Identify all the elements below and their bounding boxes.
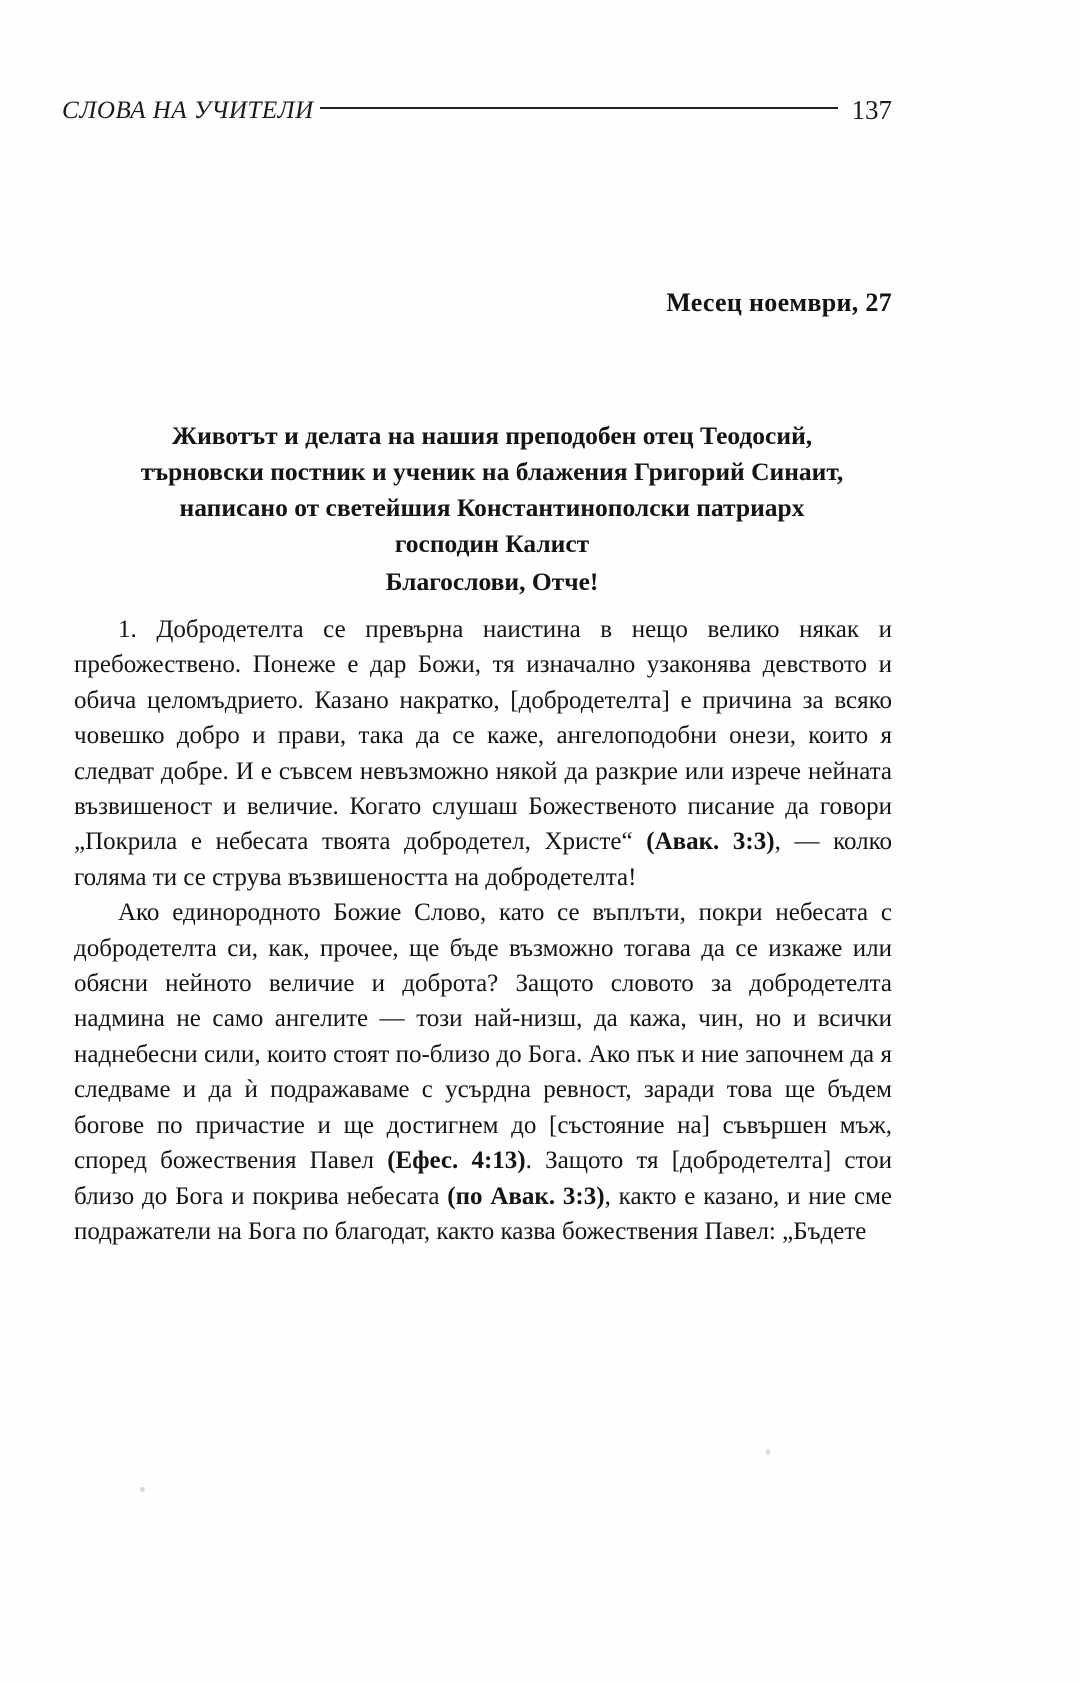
section-title-line-1: Животът и делата на нашия преподобен отец Теодосий, bbox=[171, 421, 813, 450]
section-title-line-3: написано от светейшия Константинополски патриарх bbox=[179, 493, 805, 522]
running-head-title: СЛОВА НА УЧИТЕЛИ bbox=[62, 96, 314, 124]
scripture-reference-3: (по Авак. 3:3) bbox=[447, 1182, 605, 1210]
paragraph-1-text-b: , — колко голяма ти се струва възвишеността на добродетелта! bbox=[74, 828, 892, 891]
date-heading: Месец ноември, 27 bbox=[666, 288, 892, 317]
running-head-rule bbox=[320, 107, 838, 109]
body-text bbox=[74, 612, 892, 1249]
scan-speck bbox=[766, 1449, 770, 1455]
paragraph-1-text-a: 1. Добродетелта се превърна наистина в нещо велико някак и пребожествено. Понеже е дар Божи, тя изначално узаконява девството и обича целомъдрието. Казано накратко, [добродетелта] е причина за всяко човешко добро и прави, така да се каже, ангелоподобни онези, които я следват добре. И е съвсем невъзможно някой да разкрие или изрече нейната възвишеност и величие. Когато слушаш Божественото писание да говори „Покрила е небесата твоята добродетел, Христе“ bbox=[74, 616, 892, 856]
scripture-reference-2: (Ефес. 4:13) bbox=[387, 1147, 526, 1175]
scripture-reference-1: (Авак. 3:3) bbox=[646, 828, 775, 856]
running-head bbox=[62, 95, 892, 126]
section-title-line-2: търновски постник и ученик на блажения Григорий Синаит, bbox=[140, 457, 844, 486]
paragraph-2 bbox=[74, 895, 892, 1249]
scan-speck bbox=[140, 1487, 145, 1492]
paragraph-1 bbox=[74, 612, 892, 895]
page-number: 137 bbox=[851, 95, 892, 125]
paragraph-2-text-a: Ако единородното Божие Слово, като се въплъти, покри небесата с добродетелта си, как, прочее, ще бъде възможно тогава да се изкаже или обясни нейното величие и доброта? Защото словото за добродетелта надмина не само ангелите — този най-низш, да кажа, чин, но и всички наднебесни сили, които стоят по-близо до Бога. Ако пък и ние започнем да я следваме и да ѝ подражаваме с усърдна ревност, заради това ще бъдем богове по причастие и ще достигнем до [състояние на] съвършен мъж, според божествения Павел bbox=[74, 899, 892, 1175]
section-title bbox=[92, 418, 892, 600]
section-title-line-4: господин Калист bbox=[394, 529, 590, 558]
paragraph-2-text-b: . Защото тя [добродетелта] стои близо до Бога и покрива небесата bbox=[74, 1147, 892, 1210]
blessing-line: Благослови, Отче! bbox=[385, 567, 599, 596]
paragraph-2-text-c: , както е казано, и ние сме подражатели на Бога по благодат, както казва божествения Павел: „Бъдете bbox=[74, 1182, 892, 1245]
